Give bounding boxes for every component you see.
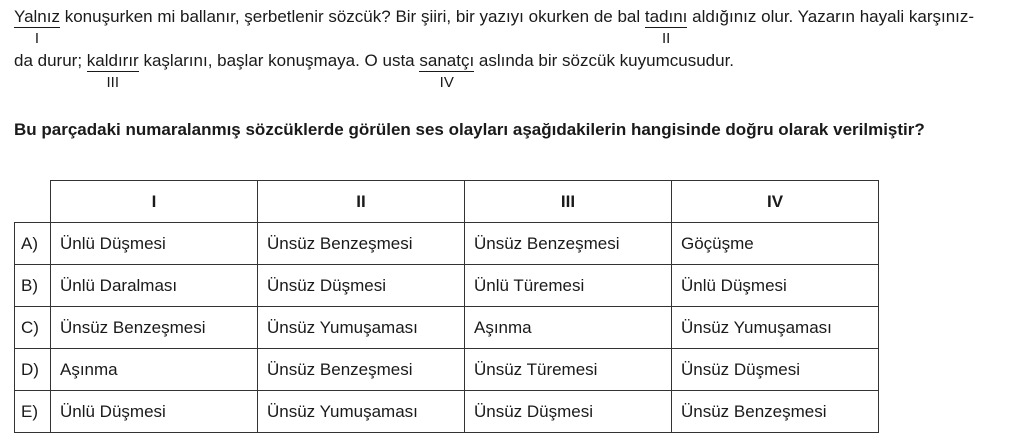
option-row-e[interactable] (15, 391, 879, 433)
underlined-word-1 (14, 7, 60, 47)
underlined-word-2 (644, 7, 688, 47)
word-number-label: IV (439, 74, 454, 91)
option-row-b[interactable] (15, 265, 879, 307)
table-cell: Göçüşme (672, 223, 879, 265)
answer-table (14, 180, 879, 433)
table-cell: Ünlü Düşmesi (51, 223, 258, 265)
column-header: IV (672, 181, 879, 223)
table-cell: Ünlü Düşmesi (672, 265, 879, 307)
table-cell: Ünsüz Benzeşmesi (672, 391, 879, 433)
passage-line-2 (14, 51, 735, 91)
option-label: C) (15, 307, 51, 349)
table-cell: Ünsüz Yumuşaması (258, 307, 465, 349)
passage-text: da durur; (14, 51, 87, 70)
passage-text: konuşurken mi ballanır, şerbetlenir sözcük? Bir şiiri, bir yazıyı okurken de bal (60, 7, 645, 26)
table-header-row (15, 181, 879, 223)
option-row-c[interactable] (15, 307, 879, 349)
table-cell: Ünsüz Düşmesi (258, 265, 465, 307)
column-header: I (51, 181, 258, 223)
column-header: III (465, 181, 672, 223)
underlined-word-text: tadını (644, 7, 688, 26)
table-corner-cell (15, 181, 51, 223)
word-number-label: II (661, 30, 671, 47)
option-label: E) (15, 391, 51, 433)
option-label: A) (15, 223, 51, 265)
table-cell: Ünlü Daralması (51, 265, 258, 307)
table-cell: Ünsüz Benzeşmesi (258, 223, 465, 265)
table-cell: Ünlü Türemesi (465, 265, 672, 307)
table-cell: Aşınma (51, 349, 258, 391)
underlined-word-3 (86, 51, 139, 91)
question-text: Bu parçadaki numaralanmış sözcüklerde görülen ses olayları aşağıdakilerin hangisinde doğru olarak verilmiştir? (14, 120, 925, 139)
option-row-a[interactable] (15, 223, 879, 265)
word-number-label: III (106, 74, 119, 91)
table-cell: Ünsüz Yumuşaması (672, 307, 879, 349)
underlined-word-text: kaldırır (86, 51, 139, 70)
option-label: D) (15, 349, 51, 391)
table-cell: Ünlü Düşmesi (51, 391, 258, 433)
table-cell: Aşınma (465, 307, 672, 349)
table-cell: Ünsüz Düşmesi (672, 349, 879, 391)
underlined-word-text: Yalnız (14, 7, 60, 26)
table-cell: Ünsüz Düşmesi (465, 391, 672, 433)
option-label: B) (15, 265, 51, 307)
underlined-word-4 (419, 51, 475, 91)
table-cell: Ünsüz Benzeşmesi (258, 349, 465, 391)
word-number-label: I (34, 30, 40, 47)
underlined-word-text: sanatçı (419, 51, 475, 70)
passage-line-1 (14, 7, 975, 47)
passage-text: kaşlarını, başlar konuşmaya. O usta (138, 51, 420, 70)
column-header: II (258, 181, 465, 223)
table-cell: Ünsüz Yumuşaması (258, 391, 465, 433)
option-row-d[interactable] (15, 349, 879, 391)
table-cell: Ünsüz Benzeşmesi (465, 223, 672, 265)
table-cell: Ünsüz Türemesi (465, 349, 672, 391)
passage-text: aldığınız olur. Yazarın hayali karşınız- (687, 7, 975, 26)
table-cell: Ünsüz Benzeşmesi (51, 307, 258, 349)
passage-text: aslında bir sözcük kuyumcusudur. (474, 51, 735, 70)
